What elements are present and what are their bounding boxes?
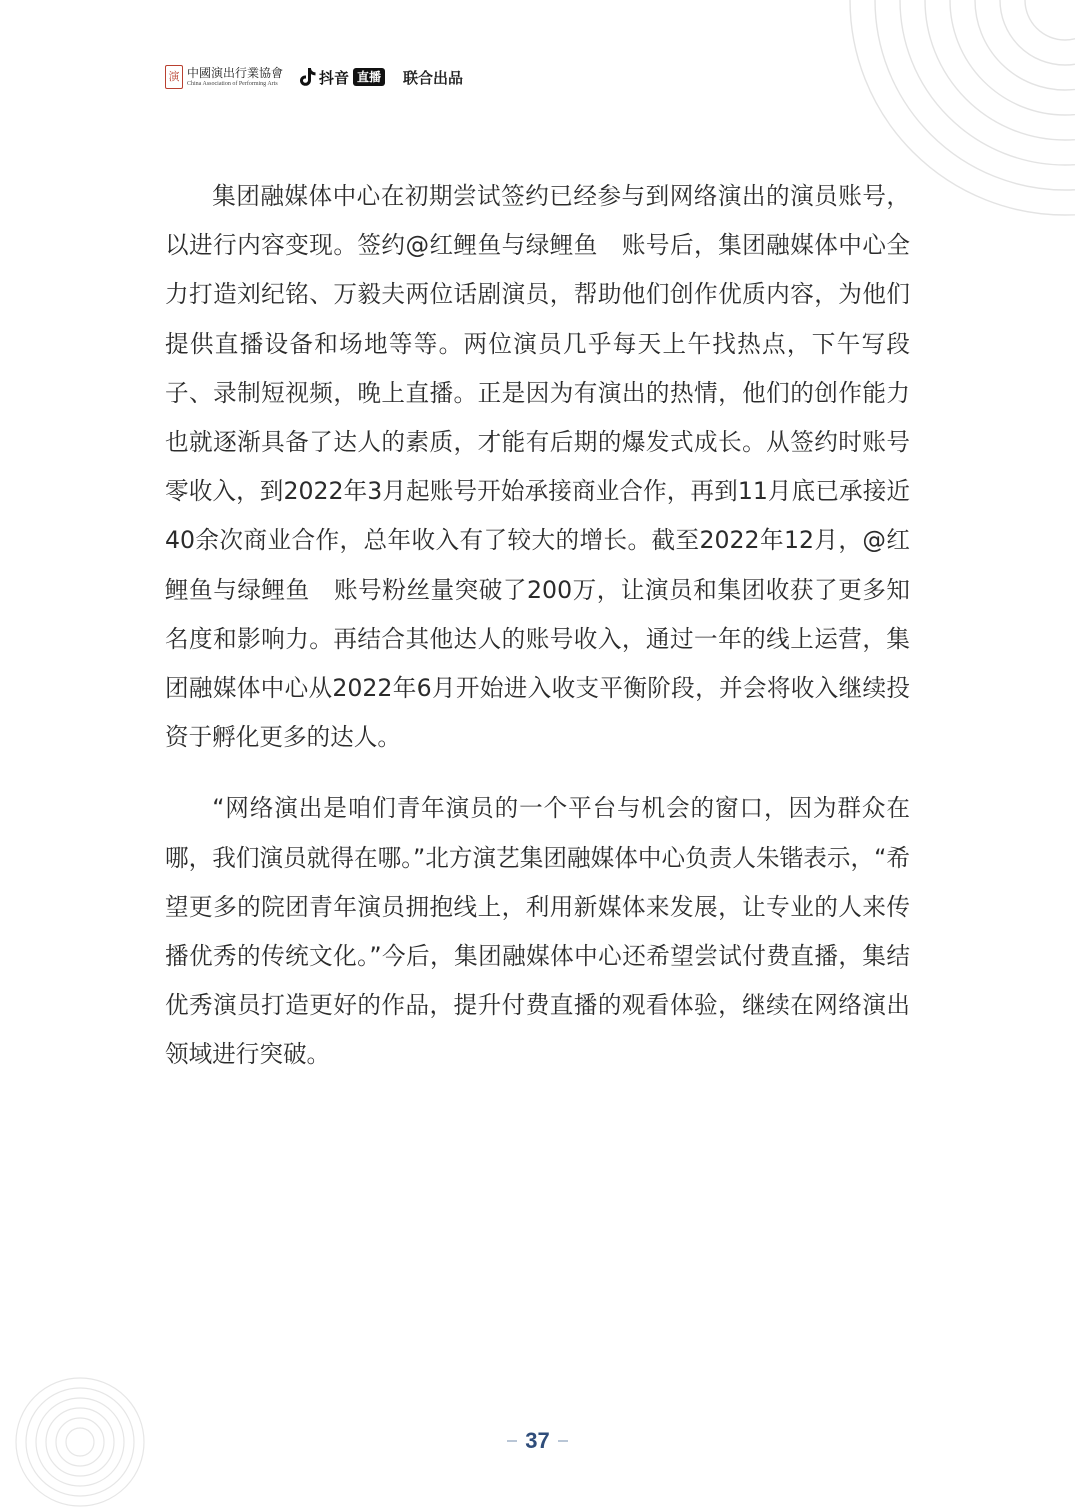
paragraph: 集团融媒体中心在初期尝试签约已经参与到网络演出的演员账号，以进行内容变现。签约@红鲤鱼与绿鲤鱼 账号后，集团融媒体中心全力打造刘纪铭、万毅夫两位话剧演员，帮助他们创作优质内容，为他们提供直播设备和场地等等。两位演员几乎每天上午找热点，下午写段子、录制短视频，晚上直播。正是因为有演出的热情，他们的创作能力也就逐渐具备了达人的素质，才能有后期的爆发式成长。从签约时账号零收入，到2022年3月起账号开始承接商业合作，再到11月底已承接近40余次商业合作，总年收入有了较大的增长。截至2022年12月，@红鲤鱼与绿鲤鱼 账号粉丝量突破了200万，让演员和集团收获了更多知名度和影响力。再结合其他达人的账号收入，通过一年的线上运营，集团融媒体中心从2022年6月开始进入收支平衡阶段，并会将收入继续投资于孵化更多的达人。 bbox=[165, 182, 910, 752]
cpaa-logo bbox=[165, 65, 283, 89]
douyin-note-icon bbox=[299, 67, 317, 87]
page-header bbox=[165, 60, 463, 94]
cpaa-name-en: China Association of Performing Arts bbox=[187, 81, 278, 87]
douyin-name: 抖音 bbox=[319, 68, 350, 87]
page-number-dash-left bbox=[507, 1440, 517, 1442]
paragraph: “网络演出是咱们青年演员的一个平台与机会的窗口，因为群众在哪，我们演员就得在哪。”北方演艺集团融媒体中心负责人朱锴表示，“希望更多的院团青年演员拥抱线上，利用新媒体来发展，让专业的人来传播优秀的传统文化。”今后，集团融媒体中心还希望尝试付费直播，集结优秀演员打造更好的作品，提升付费直播的观看体验，继续在网络演出领域进行突破。 bbox=[165, 794, 910, 1069]
body-text bbox=[165, 172, 910, 1102]
coproduction-label: 联合出品 bbox=[403, 68, 464, 87]
page-number bbox=[0, 1428, 1075, 1454]
page-number-text: 37 bbox=[525, 1428, 550, 1453]
live-badge: 直播 bbox=[353, 68, 385, 86]
cpaa-seal-icon: 演 bbox=[165, 65, 183, 89]
douyin-live-logo bbox=[299, 67, 385, 88]
cpaa-name-cn: 中國演出行業協會 bbox=[187, 66, 284, 80]
page-number-dash-right bbox=[558, 1440, 568, 1442]
